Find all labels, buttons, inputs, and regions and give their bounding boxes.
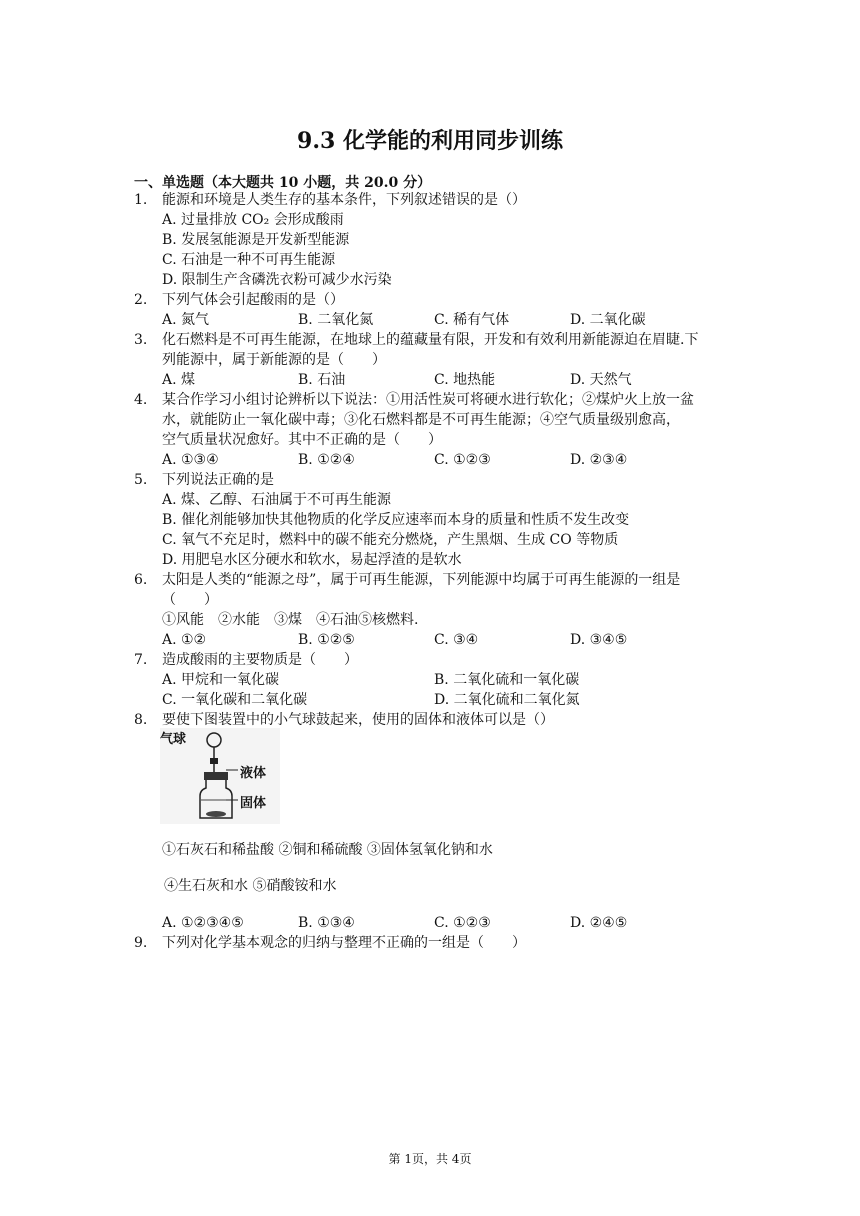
question-extra: ①风能 ②水能 ③煤 ④石油⑤核燃料.	[162, 612, 419, 628]
question-number: 5.	[134, 472, 148, 488]
question-stem: 下列对化学基本观念的归纳与整理不正确的一组是（ ）	[162, 935, 526, 951]
option-c: C. 石油是一种不可再生能源	[162, 252, 336, 268]
option-a: A. 甲烷和一氧化碳	[162, 672, 280, 688]
option-d: D. ②④⑤	[570, 915, 628, 931]
question-number: 9.	[134, 935, 148, 951]
question-stem: 下列说法正确的是	[162, 472, 274, 488]
question-stem-line: 太阳是人类的“能源之母”，属于可再生能源，下列能源中均属于可再生能源的一组是	[162, 572, 681, 588]
option-d: D. 限制生产含磷洗衣粉可减少水污染	[162, 272, 392, 288]
question-number: 8.	[134, 712, 148, 728]
option-a: A. ①③④	[162, 452, 219, 468]
option-b: B. 二氧化氮	[298, 312, 374, 328]
question-stem-line: 化石燃料是不可再生能源，在地球上的蕴藏量有限，开发和有效利用新能源迫在眉睫.下	[162, 332, 699, 348]
figure-label-balloon: 气球	[160, 732, 187, 747]
option-a: A. 煤、乙醇、石油属于不可再生能源	[162, 492, 392, 508]
page-title: 9.3 化学能的利用同步训练	[297, 128, 563, 154]
option-d: D. 用肥皂水区分硬水和软水，易起浮渣的是软水	[162, 552, 462, 568]
option-c: C. ①②③	[434, 915, 491, 931]
question-stem: 能源和环境是人类生存的基本条件，下列叙述错误的是（）	[162, 192, 526, 208]
page-footer: 第 1页，共 4页	[388, 1152, 472, 1166]
option-b: B. 石油	[298, 372, 346, 388]
figure-label-solid: 固体	[240, 796, 267, 811]
question-stem: 要使下图装置中的小气球鼓起来，使用的固体和液体可以是（）	[162, 712, 554, 728]
question-number: 1.	[134, 192, 148, 208]
option-b: B. 发展氢能源是开发新型能源	[162, 232, 350, 248]
question-number: 6.	[134, 572, 148, 588]
option-b: B. ①②⑤	[298, 632, 355, 648]
option-a: A. 煤	[162, 372, 196, 388]
question-stem-line: 水，就能防止一氧化碳中毒；③化石燃料都是不可再生能源；④空气质量级别愈高，	[162, 412, 680, 428]
question-stem-line: 某合作学习小组讨论辨析以下说法：①用活性炭可将硬水进行软化；②煤炉火上放一盆	[162, 392, 694, 408]
option-c: C. 稀有气体	[434, 312, 510, 328]
option-a: A. 过量排放 CO₂ 会形成酸雨	[162, 212, 344, 228]
option-d: D. 天然气	[570, 372, 632, 388]
question-stem: 造成酸雨的主要物质是（ ）	[162, 652, 358, 668]
question-stem-line: 列能源中，属于新能源的是（ ）	[162, 352, 386, 368]
question-extra: ①石灰石和稀盐酸 ②铜和稀硫酸 ③固体氢氧化钠和水	[162, 842, 493, 858]
option-a: A. ①②	[162, 632, 207, 648]
option-d: D. 二氧化硫和二氧化氮	[434, 692, 580, 708]
option-b: B. ①③④	[298, 915, 355, 931]
option-d: D. 二氧化碳	[570, 312, 646, 328]
figure-label-liquid: 液体	[240, 766, 267, 781]
option-b: B. ①②④	[298, 452, 355, 468]
option-c: C. 一氧化碳和二氧化碳	[162, 692, 308, 708]
question-number: 7.	[134, 652, 148, 668]
option-c: C. ①②③	[434, 452, 491, 468]
option-c: C. 氧气不充足时，燃料中的碳不能充分燃烧，产生黑烟、生成 CO 等物质	[162, 532, 619, 548]
option-a: A. 氮气	[162, 312, 210, 328]
question-number: 3.	[134, 332, 148, 348]
question-stem: 下列气体会引起酸雨的是（）	[162, 292, 344, 308]
question-stem-line: （ ）	[162, 592, 218, 608]
option-c: C. 地热能	[434, 372, 496, 388]
option-c: C. ③④	[434, 632, 479, 648]
option-d: D. ②③④	[570, 452, 628, 468]
option-b: B. 催化剂能够加快其他物质的化学反应速率而本身的质量和性质不发生改变	[162, 512, 630, 528]
section-heading: 一、单选题（本大题共 10 小题，共 20.0 分）	[134, 175, 432, 191]
question-number: 2.	[134, 292, 148, 308]
question-number: 4.	[134, 392, 148, 408]
question-extra: ④生石灰和水 ⑤硝酸铵和水	[164, 878, 337, 894]
option-d: D. ③④⑤	[570, 632, 628, 648]
option-a: A. ①②③④⑤	[162, 915, 244, 931]
option-b: B. 二氧化硫和一氧化碳	[434, 672, 580, 688]
question-stem-line: 空气质量状况愈好。其中不正确的是（ ）	[162, 432, 442, 448]
